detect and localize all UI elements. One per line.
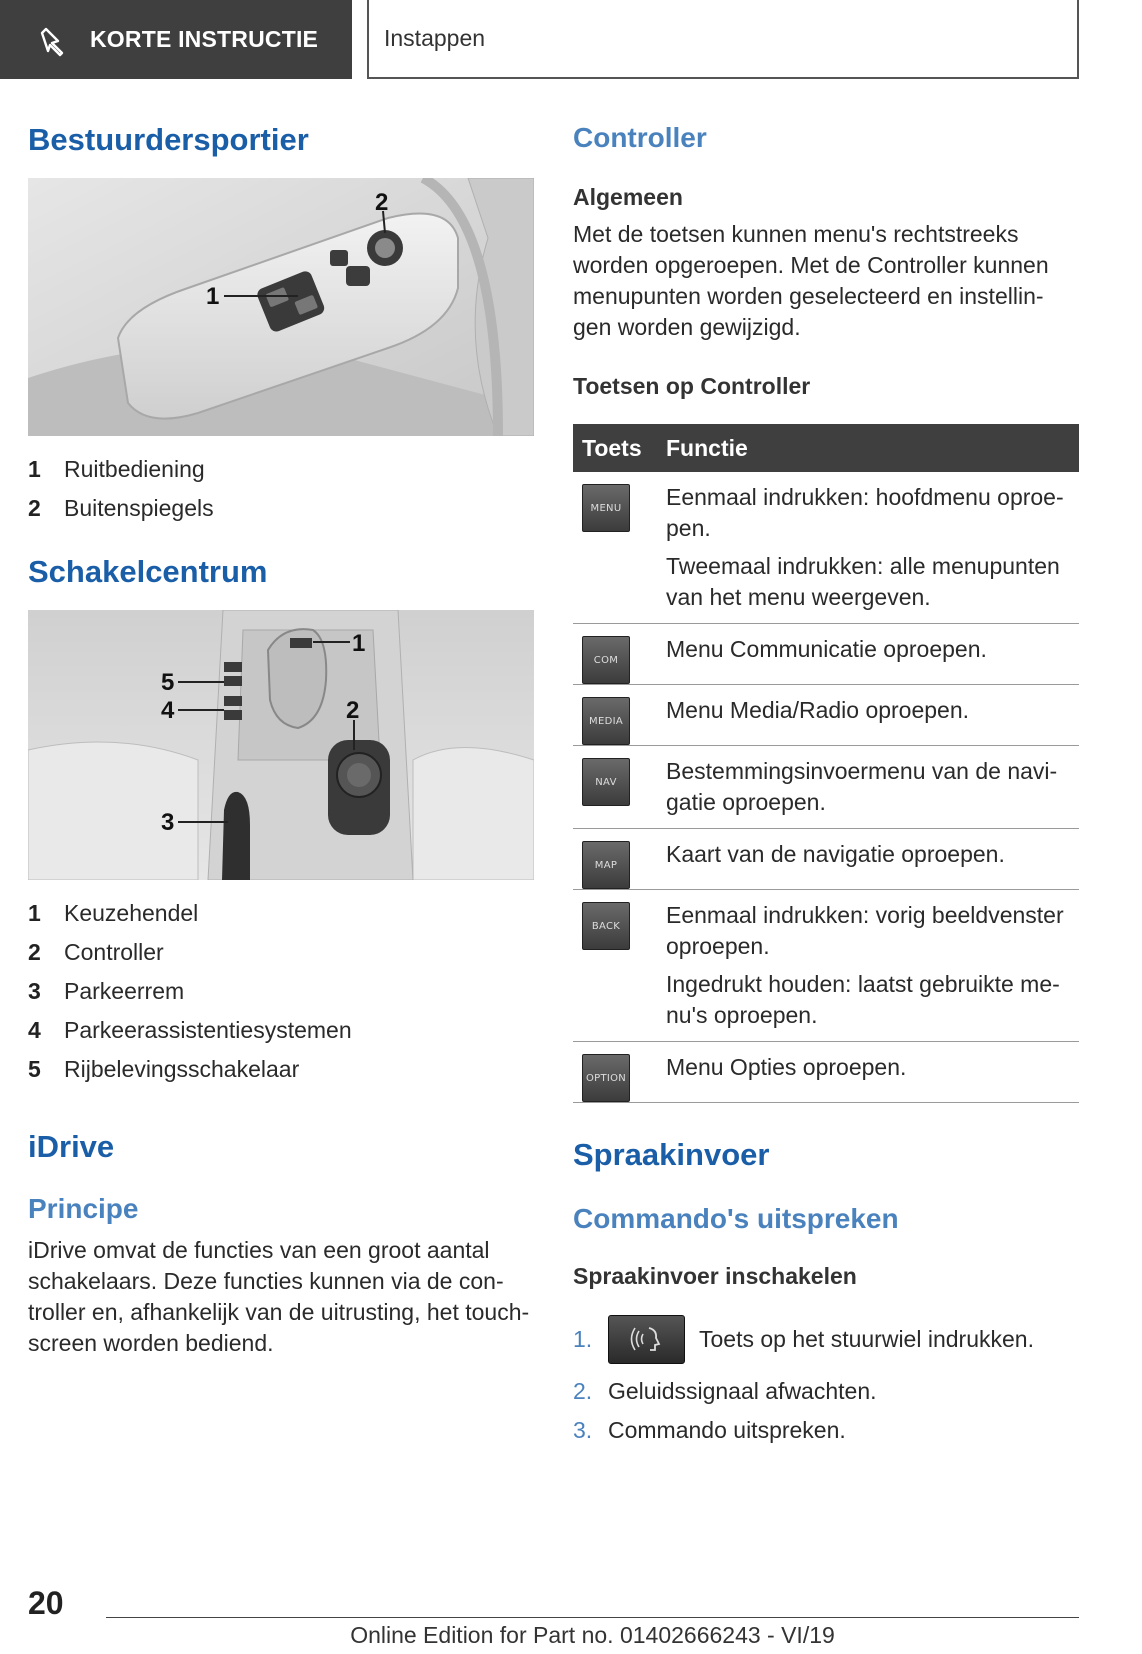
text-line: Met de toetsen kunnen menu's rechtstreeks: [573, 221, 1019, 247]
text-line: Tweemaal indrukken: alle menupunten: [666, 553, 1060, 579]
function-cell: [666, 746, 1079, 829]
door-illustration: [28, 178, 534, 436]
text-line: Kaart van de navigatie oproepen.: [666, 841, 1005, 867]
legend-number: 2: [28, 495, 41, 521]
function-cell: [666, 685, 1079, 746]
controller-key-icon: MEDIA: [582, 697, 630, 745]
commands-heading: Commando's uitspreken: [573, 1203, 899, 1234]
general-heading: Algemeen: [573, 184, 683, 210]
table-row: [573, 472, 1079, 624]
text-line: worden opgeroepen. Met de Controller kunnen: [573, 252, 1049, 278]
table-row: [573, 1042, 1079, 1103]
list-item: [28, 933, 534, 972]
right-column: [573, 122, 1079, 1450]
text-line: Eenmaal indrukken: hoofdmenu oproe-: [666, 484, 1064, 510]
section-tab: [0, 0, 352, 79]
console-callout-1: 1: [352, 630, 366, 657]
text-line: Menu Media/Radio oproepen.: [666, 697, 970, 723]
list-item: [28, 489, 534, 528]
text-line: iDrive omvat de functies van een groot aantal: [28, 1237, 490, 1263]
legend-number: 4: [28, 1017, 41, 1043]
function-text-secondary: [666, 551, 1079, 613]
key-cell: [573, 890, 666, 1042]
step-number: 1.: [573, 1325, 593, 1352]
function-text: [666, 839, 1079, 870]
principle-text: [28, 1235, 534, 1359]
list-item: [573, 1372, 1079, 1411]
switch-figure: [28, 610, 534, 880]
controller-key-icon: OPTION: [582, 1054, 630, 1102]
text-line: schakelaars. Deze functies kunnen via de con-: [28, 1268, 504, 1294]
switch-legend: [28, 894, 534, 1089]
console-callout-2: 2: [346, 697, 360, 724]
legend-label: Keuzehendel: [64, 900, 199, 926]
legend-label: Buitenspiegels: [64, 495, 214, 521]
step-number: 3.: [573, 1417, 593, 1443]
text-line: van het menu weergeven.: [666, 584, 931, 610]
controller-key-icon: COM: [582, 636, 630, 684]
door-figure: [28, 178, 534, 436]
text-line: Menu Opties oproepen.: [666, 1054, 907, 1080]
legend-number: 1: [28, 456, 41, 482]
controller-key-icon: MENU: [582, 484, 630, 532]
general-text: [573, 219, 1079, 343]
console-callout-5: 5: [161, 669, 175, 696]
table-row: [573, 829, 1079, 890]
controller-key-icon: BACK: [582, 902, 630, 950]
list-item: [28, 1011, 534, 1050]
footer-divider: [106, 1617, 1079, 1618]
legend-number: 1: [28, 900, 41, 926]
function-cell: [666, 472, 1079, 624]
activate-heading: Spraakinvoer inschakelen: [573, 1263, 857, 1289]
console-callout-3: 3: [161, 809, 175, 836]
function-text: [666, 1052, 1079, 1083]
function-cell: [666, 890, 1079, 1042]
legend-label: Controller: [64, 939, 164, 965]
section-title: KORTE INSTRUCTIE: [90, 26, 319, 52]
legend-label: Parkeerrem: [64, 978, 185, 1004]
list-item: [573, 1411, 1079, 1450]
door-heading: Bestuurdersportier: [28, 122, 309, 157]
legend-label: Ruitbediening: [64, 456, 205, 482]
column-header-key: Toets: [573, 424, 666, 472]
controller-keys-table: [573, 424, 1079, 1103]
chapter-title: [367, 0, 1079, 79]
speech-icon: [629, 1324, 665, 1354]
text-line: menupunten worden geselecteerd en instellin-: [573, 283, 1044, 309]
voice-steps: [573, 1300, 1079, 1450]
table-row: [573, 890, 1079, 1042]
function-cell: [666, 829, 1079, 890]
list-item: [28, 894, 534, 933]
console-callout-4: 4: [161, 697, 175, 724]
legend-label: Rijbelevingsschakelaar: [64, 1056, 300, 1082]
list-item: [573, 1300, 1079, 1372]
table-row: [573, 624, 1079, 685]
key-cell: [573, 624, 666, 685]
list-item: [28, 450, 534, 489]
text-line: troller en, afhankelijk van de uitrusting, het touch-: [28, 1299, 530, 1325]
switch-heading: Schakelcentrum: [28, 554, 268, 589]
text-line: Bestemmingsinvoermenu van de navi-: [666, 758, 1058, 784]
controller-key-icon: NAV: [582, 758, 630, 806]
key-cell: [573, 685, 666, 746]
legend-number: 5: [28, 1056, 41, 1082]
chapter-label: Instappen: [384, 25, 486, 51]
step-number: 2.: [573, 1378, 593, 1404]
text-line: gen worden gewijzigd.: [573, 314, 801, 340]
door-callout-1: 1: [206, 283, 220, 310]
door-callout-2: 2: [375, 189, 389, 216]
list-item: [28, 1050, 534, 1089]
voice-key-icon: [608, 1315, 685, 1364]
column-header-function: Functie: [666, 424, 1079, 472]
table-header-row: [573, 424, 1079, 472]
text-line: Menu Communicatie oproepen.: [666, 636, 987, 662]
function-text: [666, 634, 1079, 665]
function-text: [666, 482, 1079, 544]
function-text: [666, 695, 1079, 726]
door-legend: [28, 450, 534, 528]
idrive-heading: iDrive: [28, 1129, 115, 1164]
controller-key-icon: MAP: [582, 841, 630, 889]
legend-number: 2: [28, 939, 41, 965]
legend-label: Parkeerassistentiesystemen: [64, 1017, 352, 1043]
table-row: [573, 685, 1079, 746]
key-cell: [573, 472, 666, 624]
step-text: Toets op het stuurwiel indrukken.: [699, 1325, 1034, 1352]
function-text: [666, 900, 1079, 962]
key-cell: [573, 1042, 666, 1103]
footer-edition: Online Edition for Part no. 01402666243 - VI/19: [350, 1622, 835, 1648]
function-cell: [666, 624, 1079, 685]
text-line: Eenmaal indrukken: vorig beeldvenster: [666, 902, 1064, 928]
text-line: gatie oproepen.: [666, 789, 826, 815]
console-illustration: [28, 610, 534, 880]
text-line: nu's oproepen.: [666, 1002, 818, 1028]
keys-heading: Toetsen op Controller: [573, 373, 811, 399]
function-text: [666, 756, 1079, 818]
text-line: pen.: [666, 515, 711, 541]
key-cell: [573, 746, 666, 829]
key-cell: [573, 829, 666, 890]
left-column: [28, 122, 534, 1359]
text-line: oproepen.: [666, 933, 770, 959]
step-text: Commando uitspreken.: [608, 1417, 846, 1443]
table-row: [573, 746, 1079, 829]
legend-number: 3: [28, 978, 41, 1004]
step-text: Geluidssignaal afwachten.: [608, 1378, 877, 1404]
function-cell: [666, 1042, 1079, 1103]
list-item: [28, 972, 534, 1011]
controller-heading: Controller: [573, 122, 707, 153]
principle-heading: Principe: [28, 1193, 139, 1224]
text-line: screen worden bediend.: [28, 1330, 274, 1356]
text-line: Ingedrukt houden: laatst gebruikte me-: [666, 971, 1060, 997]
page-number: 20: [28, 1585, 64, 1621]
function-text-secondary: [666, 969, 1079, 1031]
pushpin-icon: [38, 23, 72, 57]
voice-heading: Spraakinvoer: [573, 1137, 770, 1172]
